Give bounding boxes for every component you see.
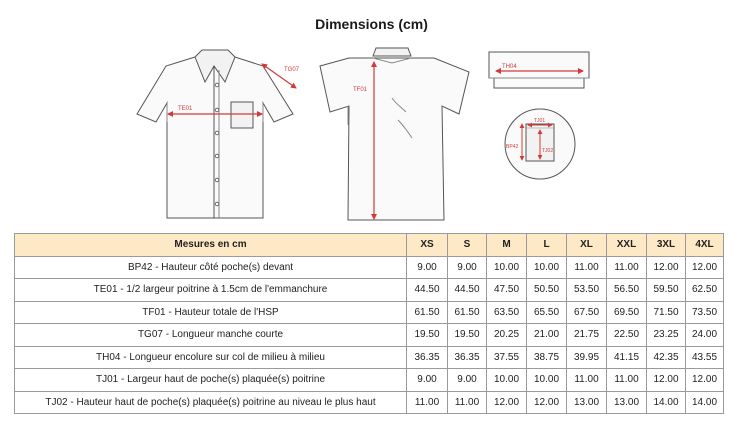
measure-value: 12.00 [647,369,686,392]
measure-value: 20.25 [487,324,527,347]
shirt-back-drawing [320,48,469,220]
table-row [15,301,724,324]
measure-value: 62.50 [686,279,724,302]
measure-value: 56.50 [607,279,647,302]
measure-value: 10.00 [527,369,567,392]
table-header-row [15,234,724,257]
table-row [15,279,724,302]
measure-value: 73.50 [686,301,724,324]
table-row [15,256,724,279]
measure-value: 13.00 [607,391,647,414]
table-row [15,346,724,369]
measure-value: 21.75 [567,324,607,347]
measure-value: 50.50 [527,279,567,302]
size-chart-table [14,233,724,414]
header-measures-label: Mesures en cm [15,234,407,257]
measure-label: TG07 - Longueur manche courte [15,324,407,347]
measure-value: 19.50 [407,324,448,347]
measure-value: 12.00 [647,256,686,279]
tj01-label: TJ01 [534,118,546,124]
measure-value: 43.55 [686,346,724,369]
measure-value: 19.50 [448,324,487,347]
table-row [15,369,724,392]
size-header: 4XL [686,234,724,257]
tg07-label: TG07 [284,67,300,73]
size-header: L [527,234,567,257]
size-header: S [448,234,487,257]
measure-value: 37.55 [487,346,527,369]
size-header: XL [567,234,607,257]
measure-value: 38.75 [527,346,567,369]
tj02-label: TJ02 [542,148,554,154]
measure-value: 11.00 [567,369,607,392]
measure-value: 12.00 [686,256,724,279]
measure-value: 36.35 [448,346,487,369]
measure-value: 67.50 [567,301,607,324]
measure-value: 12.00 [527,391,567,414]
measure-value: 11.00 [567,256,607,279]
tf01-label: TF01 [353,87,368,93]
measure-value: 65.50 [527,301,567,324]
measure-value: 23.25 [647,324,686,347]
size-header: 3XL [647,234,686,257]
measure-value: 10.00 [487,369,527,392]
measure-value: 13.00 [567,391,607,414]
measure-value: 12.00 [487,391,527,414]
measure-value: 21.00 [527,324,567,347]
size-header: XS [407,234,448,257]
measure-value: 44.50 [448,279,487,302]
measure-value: 10.00 [527,256,567,279]
measure-value: 9.00 [407,256,448,279]
table-row [15,391,724,414]
th04-label: TH04 [502,64,517,70]
measure-value: 11.00 [407,391,448,414]
measure-value: 24.00 [686,324,724,347]
size-header: XXL [607,234,647,257]
measure-value: 61.50 [407,301,448,324]
measure-label: BP42 - Hauteur côté poche(s) devant [15,256,407,279]
measure-value: 11.00 [607,256,647,279]
measure-label: TH04 - Longueur encolure sur col de milieu à milieu [15,346,407,369]
te01-label: TE01 [178,106,193,112]
measure-value: 42.35 [647,346,686,369]
measure-value: 14.00 [686,391,724,414]
measure-value: 59.50 [647,279,686,302]
measure-value: 41.15 [607,346,647,369]
measure-value: 9.00 [448,256,487,279]
measure-value: 22.50 [607,324,647,347]
page-title: Dimensions (cm) [315,16,428,32]
bp42-label: BP42 [506,144,519,150]
size-header: M [487,234,527,257]
collar-detail-drawing [489,52,589,88]
measure-label: TE01 - 1/2 largeur poitrine à 1.5cm de l'emmanchure [15,279,407,302]
measure-label: TJ01 - Largeur haut de poche(s) plaquée(s) poitrine [15,369,407,392]
measure-value: 12.00 [686,369,724,392]
measure-label: TF01 - Hauteur totale de l'HSP [15,301,407,324]
measure-value: 63.50 [487,301,527,324]
measure-value: 36.35 [407,346,448,369]
shirt-front-drawing [137,50,293,218]
measure-value: 61.50 [448,301,487,324]
measure-value: 14.00 [647,391,686,414]
table-row [15,324,724,347]
measure-value: 47.50 [487,279,527,302]
measure-value: 9.00 [448,369,487,392]
measure-value: 11.00 [607,369,647,392]
measure-value: 39.95 [567,346,607,369]
measure-value: 9.00 [407,369,448,392]
measure-value: 44.50 [407,279,448,302]
measure-value: 53.50 [567,279,607,302]
measure-value: 11.00 [448,391,487,414]
measure-value: 71.50 [647,301,686,324]
measure-label: TJ02 - Hauteur haut de poche(s) plaquée(s) poitrine au niveau le plus haut [15,391,407,414]
measure-value: 10.00 [487,256,527,279]
measure-value: 69.50 [607,301,647,324]
